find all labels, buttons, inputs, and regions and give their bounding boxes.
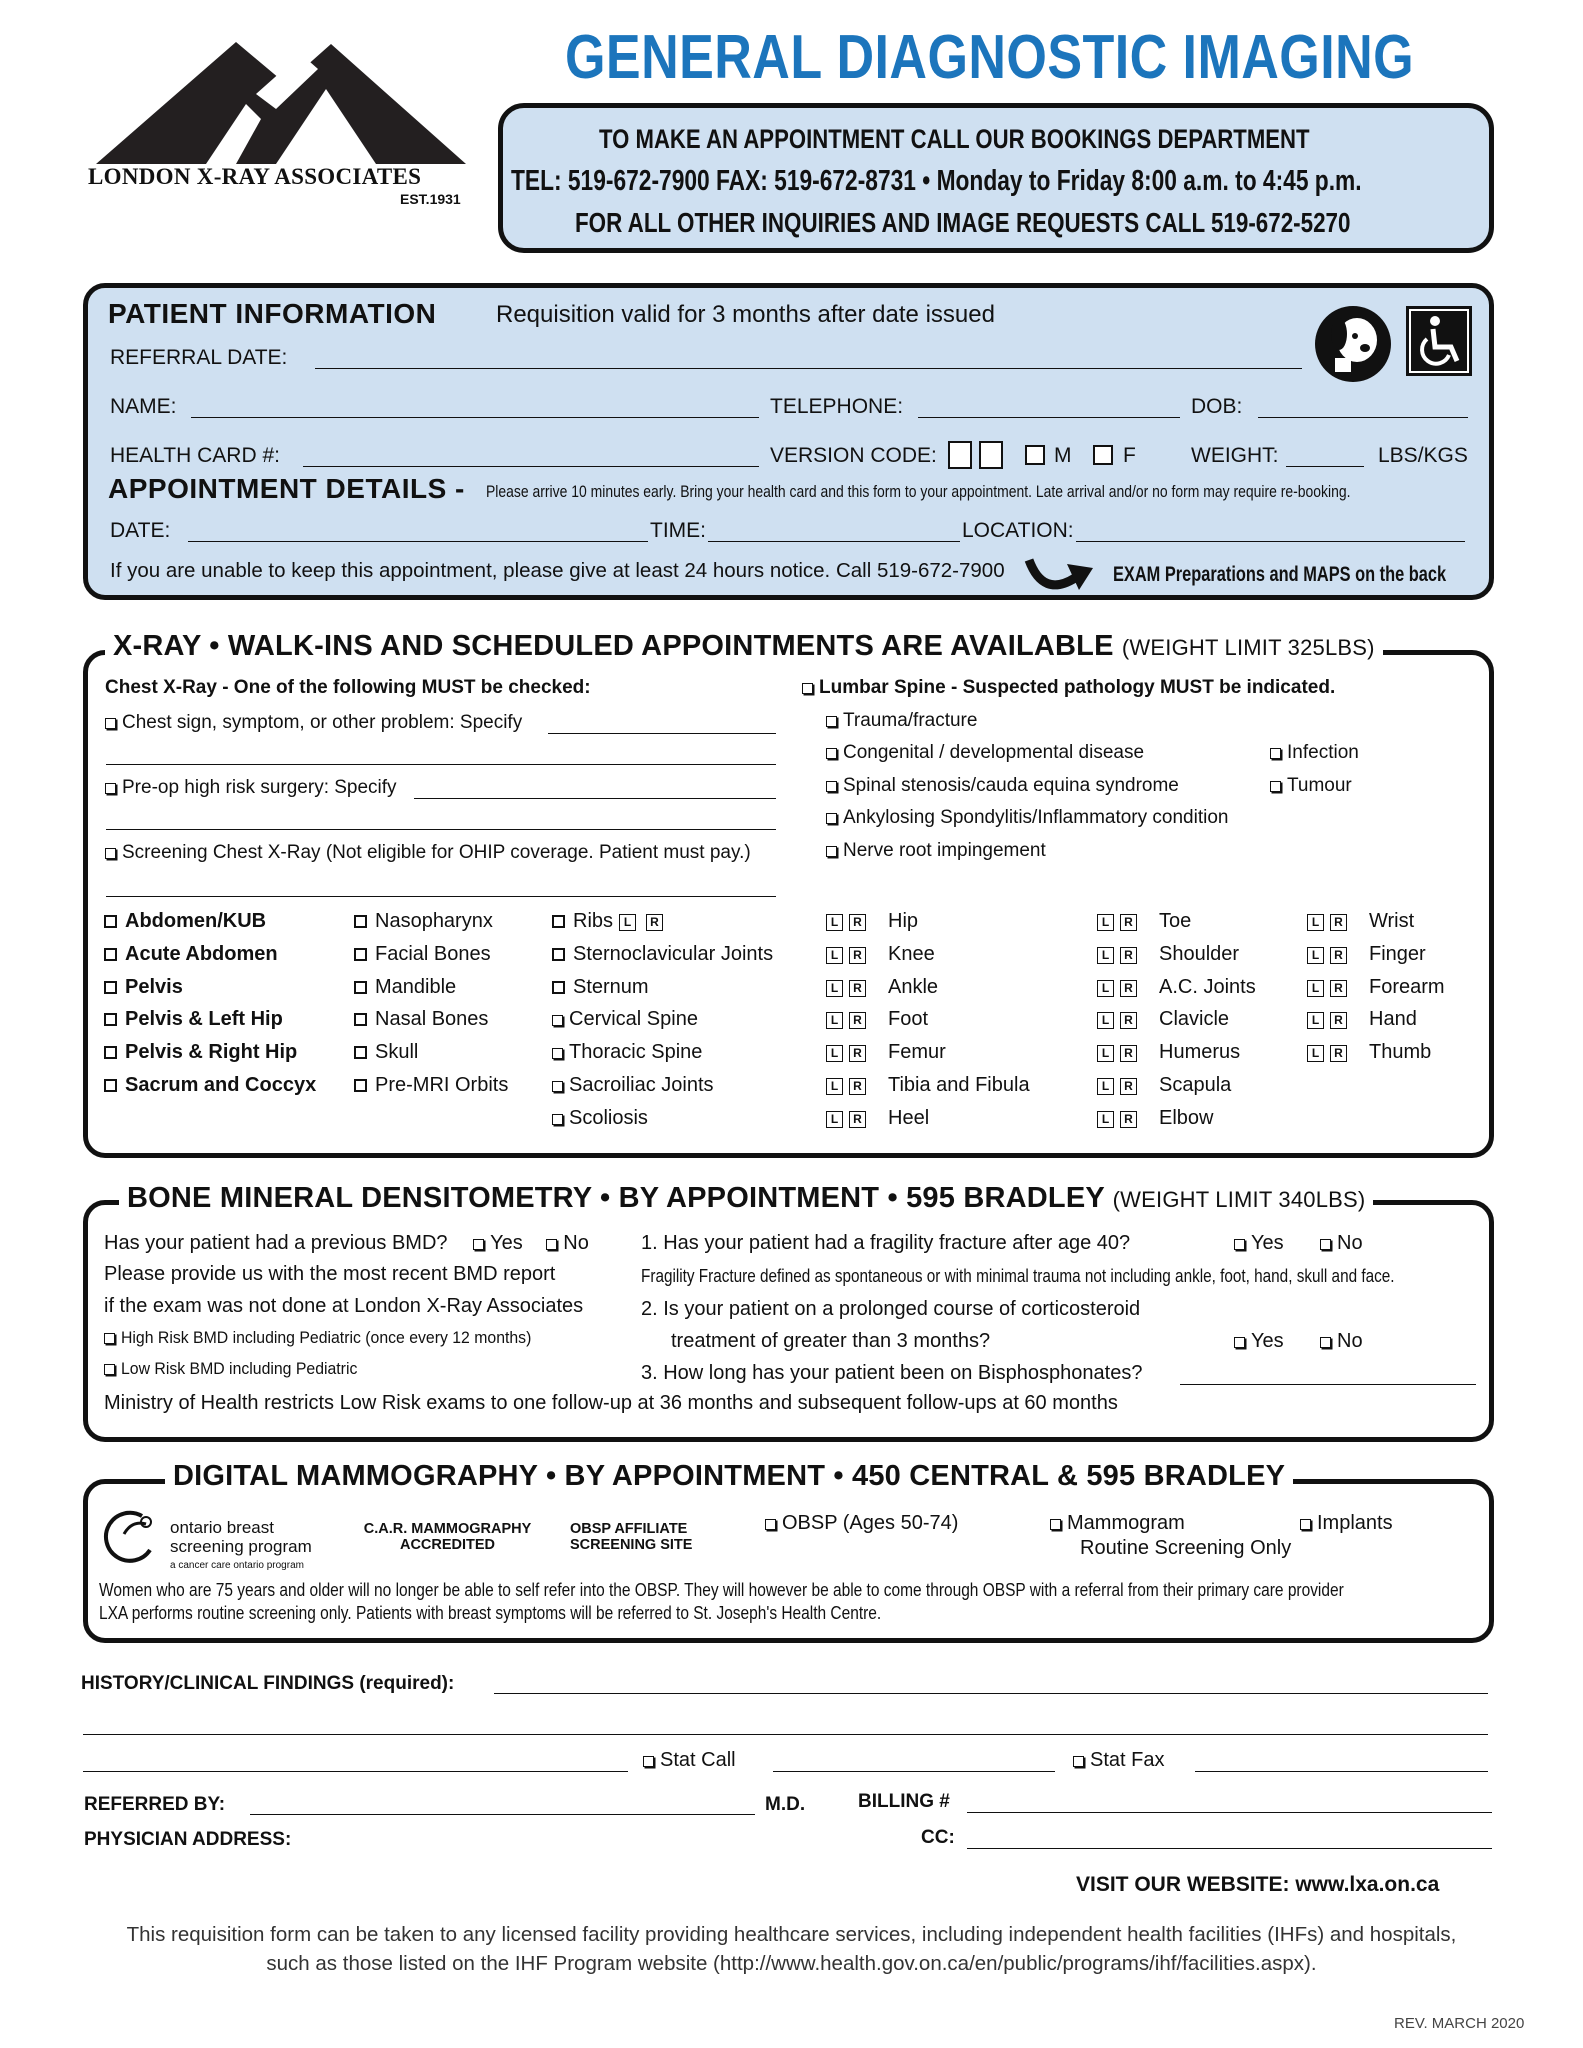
obsp-logo-icon (102, 1506, 162, 1566)
lumbar-option-ankylosing[interactable]: Ankylosing Spondylitis/Inflammatory condition (826, 807, 1228, 829)
chest-xray-heading: Chest X-Ray - One of the following MUST be checked: (105, 677, 591, 698)
cancellation-note: If you are unable to keep this appointment, please give at least 24 hours notice. Call 519-672-7900 (110, 559, 1005, 582)
exam-option-label: Shoulder (1159, 942, 1240, 965)
chest-symptom-specify-line-2[interactable] (106, 764, 776, 765)
exam-option[interactable] (1097, 976, 1256, 999)
left-side-checkbox[interactable]: L (1307, 1012, 1324, 1029)
mammography-note-1: Women who are 75 years and older will no longer be able to self refer into the OBSP. They will however be able to come through OBSP with a referral from their primary care provider (99, 1580, 1344, 1600)
screening-line[interactable] (106, 896, 776, 897)
org-established: EST.1931 (400, 191, 461, 207)
lumbar-option-tumour[interactable]: Tumour (1270, 775, 1352, 797)
appointment-note: Please arrive 10 minutes early. Bring your health card and this form to your appointment. Late arrival and/or no form may require re-booking. (486, 482, 1351, 501)
checkbox[interactable] (552, 915, 565, 928)
exam-option-label: Foot (888, 1008, 929, 1031)
stat-fax-option[interactable]: Stat Fax (1073, 1749, 1164, 1772)
booking-info-panel (498, 103, 1494, 253)
dob-field[interactable] (1258, 417, 1468, 418)
telephone-label: TELEPHONE: (770, 395, 904, 418)
exam-option[interactable] (552, 1041, 702, 1064)
checkbox[interactable] (473, 1239, 484, 1250)
checkbox[interactable] (104, 1079, 117, 1092)
checkbox[interactable] (354, 981, 367, 994)
billing-line[interactable] (967, 1812, 1492, 1813)
left-side-checkbox[interactable]: L (1097, 947, 1114, 964)
exam-option[interactable] (354, 1041, 418, 1064)
xray-heading: X-RAY • WALK-INS AND SCHEDULED APPOINTMENTS ARE AVAILABLE (113, 630, 1114, 662)
exam-option-label: Forearm (1369, 975, 1445, 998)
bmd-q2-no[interactable]: No (1320, 1330, 1363, 1353)
exam-option[interactable] (104, 1041, 297, 1064)
checkbox[interactable] (826, 846, 837, 857)
exam-option[interactable] (552, 910, 667, 933)
bmd-heading: BONE MINERAL DENSITOMETRY • BY APPOINTMENT • 595 BRADLEY (127, 1182, 1105, 1214)
right-side-checkbox[interactable]: R (1120, 914, 1137, 931)
page-title: GENERAL DIAGNOSTIC IMAGING (565, 23, 1415, 92)
exam-option-label: Finger (1369, 942, 1426, 965)
exam-option-label: Sacroiliac Joints (569, 1074, 714, 1096)
revision-date: REV. MARCH 2020 (1394, 2015, 1525, 2032)
xray-weight-limit: (WEIGHT LIMIT 325LBS) (1121, 635, 1375, 660)
health-card-label: HEALTH CARD #: (110, 444, 280, 467)
bmd-q2-yes[interactable]: Yes (1234, 1330, 1284, 1353)
inquiries-line: FOR ALL OTHER INQUIRIES AND IMAGE REQUESTS CALL 519-672-5270 (575, 207, 1351, 238)
health-card-field[interactable] (303, 466, 759, 467)
phone-fax-hours: TEL: 519-672-7900 FAX: 519-672-8731 • Monday to Friday 8:00 a.m. to 4:45 p.m. (511, 165, 1362, 197)
checkbox[interactable] (104, 1333, 115, 1344)
left-side-checkbox[interactable]: L (826, 947, 843, 964)
right-side-checkbox[interactable]: R (1330, 1012, 1347, 1029)
exam-option-label: Sacrum and Coccyx (125, 1074, 317, 1096)
version-code-label: VERSION CODE: (770, 444, 937, 467)
right-side-checkbox[interactable]: R (849, 1078, 866, 1095)
website-link[interactable]: VISIT OUR WEBSITE: www.lxa.on.ca (1076, 1873, 1440, 1896)
dob-label: DOB: (1191, 395, 1243, 418)
checkbox[interactable] (552, 1081, 563, 1092)
referred-by-label: REFERRED BY: (84, 1794, 226, 1815)
exam-option-label: Hip (888, 910, 919, 932)
car-accredited: C.A.R. MAMMOGRAPHY ACCREDITED (363, 1521, 532, 1553)
lumbar-option-infection[interactable]: Infection (1270, 742, 1359, 764)
bmd-q3-answer-line[interactable] (1180, 1384, 1476, 1385)
exam-option-label: Clavicle (1159, 1008, 1230, 1031)
obsp-logo-line-3: a cancer care ontario program (170, 1560, 304, 1571)
exam-option[interactable] (104, 910, 266, 933)
left-side-checkbox[interactable]: L (1097, 1111, 1114, 1128)
routine-screening-label: Routine Screening Only (1080, 1537, 1292, 1559)
exam-option-label: Cervical Spine (569, 1008, 698, 1031)
sex-m-checkbox[interactable] (1025, 445, 1045, 465)
bmd-q1-yes[interactable]: Yes (1234, 1232, 1284, 1255)
bmd-q1-no[interactable]: No (1320, 1232, 1363, 1255)
exam-option[interactable] (826, 910, 918, 933)
checkbox[interactable] (546, 1239, 557, 1250)
checkbox[interactable] (354, 948, 367, 961)
stat-fax-line[interactable] (1195, 1771, 1488, 1772)
exam-option[interactable] (552, 976, 649, 999)
checkbox[interactable] (552, 981, 565, 994)
physician-address-label: PHYSICIAN ADDRESS: (84, 1829, 292, 1850)
exam-option[interactable] (1097, 943, 1239, 966)
right-side-checkbox[interactable]: R (1330, 1045, 1347, 1062)
exam-prep-link[interactable]: EXAM Preparations and MAPS on the back (1113, 563, 1447, 586)
exam-option[interactable] (552, 943, 773, 966)
exam-option-label: Ribs (573, 910, 614, 932)
exam-option[interactable] (826, 1041, 946, 1064)
chest-option-symptom[interactable]: Chest sign, symptom, or other problem: Specify (105, 712, 522, 734)
exam-option[interactable] (826, 1107, 929, 1130)
mammography-heading: DIGITAL MAMMOGRAPHY • BY APPOINTMENT • 450 CENTRAL & 595 BRADLEY (165, 1460, 1293, 1493)
stat-call-option[interactable]: Stat Call (643, 1749, 736, 1772)
name-label: NAME: (110, 395, 177, 418)
bmd-high-risk-option[interactable]: High Risk BMD including Pediatric (once every 12 months) (104, 1328, 562, 1348)
sex-f-label: F (1123, 444, 1136, 467)
exam-option-label: Femur (888, 1041, 946, 1064)
bmd-q2a: 2. Is your patient on a prolonged course of corticosteroid (641, 1298, 1141, 1320)
bmd-q2b: treatment of greater than 3 months? (671, 1330, 991, 1352)
right-side-checkbox[interactable]: R (849, 947, 866, 964)
checkbox[interactable] (104, 1013, 117, 1026)
bmd-q1: 1. Has your patient had a fragility fracture after age 40? (641, 1232, 1131, 1254)
referral-date-label: REFERRAL DATE: (110, 346, 288, 369)
checkbox[interactable] (1234, 1337, 1245, 1348)
left-side-checkbox[interactable]: L (826, 1078, 843, 1095)
lumbar-heading: Lumbar Spine - Suspected pathology MUST be indicated. (819, 677, 1336, 698)
version-code-box-2[interactable] (979, 441, 1003, 469)
exam-option-label: Wrist (1369, 910, 1415, 932)
history-line-3[interactable] (83, 1771, 628, 1772)
checkbox[interactable] (354, 1079, 367, 1092)
exam-option[interactable] (104, 1074, 316, 1097)
obsp-logo-line-2: screening program (170, 1537, 312, 1556)
weight-field[interactable] (1286, 466, 1364, 467)
checkbox[interactable] (1234, 1239, 1245, 1250)
history-line-1[interactable] (494, 1693, 1488, 1694)
checkbox[interactable] (802, 683, 813, 694)
exam-option-label: Acute Abdomen (125, 942, 278, 965)
exam-option-label: Pelvis (125, 975, 183, 998)
left-side-checkbox[interactable]: L (1097, 914, 1114, 931)
right-side-checkbox[interactable]: R (1120, 1045, 1137, 1062)
exam-option[interactable] (1307, 910, 1414, 933)
bmd-previous-no[interactable]: No (546, 1232, 589, 1254)
left-side-checkbox[interactable]: L (1307, 1045, 1324, 1062)
exam-option[interactable] (1097, 1074, 1231, 1097)
checkbox[interactable] (1270, 781, 1281, 792)
left-side-checkbox[interactable]: L (826, 914, 843, 931)
exam-option[interactable] (826, 976, 938, 999)
cc-line[interactable] (967, 1848, 1492, 1849)
right-side-checkbox[interactable]: R (849, 1012, 866, 1029)
exam-option-label: Sternoclavicular Joints (573, 942, 774, 965)
exam-option[interactable] (1097, 1008, 1229, 1031)
bmd-weight-limit: (WEIGHT LIMIT 340LBS) (1112, 1187, 1366, 1212)
exam-option-label: Facial Bones (375, 942, 491, 965)
booking-department: BOOKINGS DEPARTMENT (1030, 124, 1310, 154)
exam-option[interactable] (1097, 1107, 1213, 1130)
bmd-heading-wrap (119, 1182, 1373, 1215)
bmd-q1-definition: Fragility Fracture defined as spontaneous or with minimal trauma not including ankle, foot, hand, skull and face. (641, 1266, 1395, 1286)
right-side-checkbox[interactable]: R (1120, 1078, 1137, 1095)
appointment-date-label: DATE: (110, 519, 171, 542)
chest-option-preop[interactable]: Pre-op high risk surgery: Specify (105, 777, 397, 799)
exam-option-label: Knee (888, 942, 935, 965)
history-label: HISTORY/CLINICAL FINDINGS (required): (81, 1673, 455, 1694)
preop-specify-line-2[interactable] (106, 829, 776, 830)
exam-option-label: Thoracic Spine (569, 1041, 703, 1064)
exam-option[interactable] (552, 1074, 714, 1097)
exam-option-label: Ankle (888, 975, 939, 998)
booking-line (599, 124, 1310, 155)
curved-arrow-icon (1023, 550, 1101, 600)
exam-option-label: Nasopharynx (375, 910, 493, 932)
checkbox[interactable] (104, 915, 117, 928)
right-side-checkbox[interactable]: R (849, 980, 866, 997)
exam-option[interactable] (1307, 1008, 1417, 1031)
billing-label: BILLING # (858, 1791, 950, 1812)
exam-option-label: Scapula (1159, 1074, 1232, 1096)
lumbar-option-trauma[interactable]: Trauma/fracture (826, 710, 977, 732)
checkbox[interactable] (826, 716, 837, 727)
history-line-2[interactable] (83, 1734, 1488, 1735)
exam-option[interactable] (1097, 1041, 1240, 1064)
org-name: LONDON X-RAY ASSOCIATES (88, 164, 422, 189)
obsp-logo-line-1: ontario breast (170, 1518, 274, 1537)
bmd-low-risk-option[interactable]: Low Risk BMD including Pediatric (104, 1359, 375, 1379)
exam-option[interactable] (826, 1008, 928, 1031)
exam-option-label: Pre-MRI Orbits (375, 1074, 509, 1096)
exam-option[interactable] (1307, 1041, 1431, 1064)
checkbox[interactable] (354, 1046, 367, 1059)
exam-option[interactable] (1097, 910, 1191, 933)
exam-option-label: Skull (375, 1041, 419, 1064)
service-dog-icon (1313, 304, 1393, 384)
exam-option-label: Hand (1369, 1008, 1417, 1031)
checkbox[interactable] (552, 1048, 563, 1059)
checkbox[interactable] (105, 783, 116, 794)
exam-option-label: Humerus (1159, 1041, 1241, 1064)
checkbox[interactable] (552, 1015, 563, 1026)
telephone-field[interactable] (918, 417, 1180, 418)
ribs-left-checkbox[interactable]: L (619, 914, 636, 931)
ribs-right-checkbox[interactable]: R (646, 914, 663, 931)
requisition-validity: Requisition valid for 3 months after date issued (496, 301, 995, 328)
checkbox[interactable] (104, 1364, 115, 1375)
exam-option[interactable] (552, 1008, 698, 1031)
checkbox[interactable] (354, 1013, 367, 1026)
bmd-previous-yes[interactable]: Yes (473, 1232, 523, 1254)
exam-option[interactable] (552, 1107, 648, 1130)
appointment-time-label: TIME: (650, 519, 706, 542)
booking-prefix: TO MAKE AN APPOINTMENT CALL OUR (599, 124, 1025, 154)
exam-option[interactable] (1307, 976, 1445, 999)
exam-option[interactable] (354, 943, 491, 966)
right-side-checkbox[interactable]: R (1120, 980, 1137, 997)
exam-option-label: Elbow (1159, 1106, 1214, 1129)
sex-f-checkbox[interactable] (1093, 445, 1113, 465)
checkbox[interactable] (1270, 748, 1281, 759)
mammography-note-2: LXA performs routine screening only. Patients with breast symptoms will be referred to St. Joseph's Health Centre. (99, 1603, 882, 1623)
checkbox[interactable] (104, 948, 117, 961)
exam-option[interactable] (104, 976, 183, 999)
left-side-checkbox[interactable]: L (1307, 914, 1324, 931)
checkbox[interactable] (643, 1756, 654, 1767)
exam-option[interactable] (354, 1008, 488, 1031)
checkbox[interactable] (1050, 1519, 1061, 1530)
lumbar-option-nerve[interactable]: Nerve root impingement (826, 840, 1046, 862)
appointment-location-label: LOCATION: (962, 519, 1074, 542)
left-side-checkbox[interactable]: L (826, 1045, 843, 1062)
bmd-q3: 3. How long has your patient been on Bisphosphonates? (641, 1362, 1143, 1384)
bmd-ministry-note: Ministry of Health restricts Low Risk exams to one follow-up at 36 months and subsequent follow-ups at 60 months (104, 1392, 1118, 1414)
patient-info-heading: PATIENT INFORMATION (108, 298, 437, 329)
checkbox[interactable] (105, 848, 116, 859)
checkbox[interactable] (104, 1046, 117, 1059)
exam-option-label: Sternum (573, 975, 649, 998)
chest-option-screening[interactable]: Screening Chest X-Ray (Not eligible for OHIP coverage. Patient must pay.) (105, 842, 751, 864)
exam-option-label: Mandible (375, 975, 457, 998)
right-side-checkbox[interactable]: R (849, 1111, 866, 1128)
right-side-checkbox[interactable]: R (1330, 980, 1347, 997)
checkbox[interactable] (765, 1519, 776, 1530)
lumbar-heading-row[interactable] (802, 677, 1335, 699)
xray-heading-wrap (105, 630, 1383, 663)
exam-option-label: Heel (888, 1106, 930, 1129)
exam-option[interactable] (826, 1074, 1030, 1097)
checkbox[interactable] (1320, 1337, 1331, 1348)
exam-option-label: Nasal Bones (375, 1008, 489, 1031)
obsp-affiliate: OBSP AFFILIATE SCREENING SITE (570, 1521, 693, 1553)
preop-specify-line[interactable] (414, 798, 776, 799)
chest-symptom-specify-line[interactable] (548, 733, 776, 734)
exam-option[interactable] (826, 943, 935, 966)
checkbox[interactable] (1320, 1239, 1331, 1250)
exam-option[interactable] (104, 1008, 283, 1031)
left-side-checkbox[interactable]: L (1307, 980, 1324, 997)
exam-option-label: Pelvis & Right Hip (125, 1041, 298, 1064)
checkbox[interactable] (826, 813, 837, 824)
weight-label: WEIGHT: (1191, 444, 1279, 467)
checkbox[interactable] (354, 915, 367, 928)
lumbar-option-stenosis[interactable]: Spinal stenosis/cauda equina syndrome (826, 775, 1179, 797)
right-side-checkbox[interactable]: R (1330, 914, 1347, 931)
obsp-ages-option[interactable]: OBSP (Ages 50-74) (765, 1512, 958, 1535)
referral-date-field[interactable] (315, 368, 1302, 369)
exam-option-label: Tibia and Fibula (888, 1074, 1030, 1096)
exam-option[interactable] (354, 910, 493, 933)
right-side-checkbox[interactable]: R (1120, 947, 1137, 964)
checkbox[interactable] (552, 1114, 563, 1125)
exam-option[interactable] (104, 943, 278, 966)
exam-option-label: A.C. Joints (1159, 975, 1256, 998)
checkbox[interactable] (1300, 1519, 1311, 1530)
bmd-provide-2: if the exam was not done at London X-Ray Associates (104, 1295, 584, 1317)
referred-by-line[interactable] (250, 1814, 755, 1815)
bmd-provide-1: Please provide us with the most recent BMD report (104, 1263, 556, 1285)
checkbox[interactable] (826, 781, 837, 792)
sex-m-label: M (1054, 444, 1072, 467)
disclaimer-line-2: such as those listed on the IHF Program website (http://www.health.gov.on.ca/en/public/programs/ihf/facilities.aspx). (266, 1952, 1317, 1975)
exam-option-label: Scoliosis (569, 1106, 648, 1129)
name-field[interactable] (191, 417, 759, 418)
appointment-date-time-location-line[interactable] (188, 541, 1465, 542)
left-side-checkbox[interactable]: L (826, 980, 843, 997)
left-side-checkbox[interactable]: L (826, 1012, 843, 1029)
bmd-previous-row: Has your patient had a previous BMD? Yes No (104, 1232, 589, 1254)
disclaimer-line-1: This requisition form can be taken to any licensed facility providing healthcare services, including independent health facilities (IHFs) and hospitals, (126, 1923, 1457, 1946)
left-side-checkbox[interactable]: L (1097, 1078, 1114, 1095)
checkbox[interactable] (105, 718, 116, 729)
right-side-checkbox[interactable]: R (1120, 1012, 1137, 1029)
appointment-heading: APPOINTMENT DETAILS - (108, 473, 465, 504)
left-side-checkbox[interactable]: L (826, 1111, 843, 1128)
right-side-checkbox[interactable]: R (1330, 947, 1347, 964)
checkbox[interactable] (104, 981, 117, 994)
lumbar-option-congenital[interactable]: Congenital / developmental disease (826, 742, 1144, 764)
wheelchair-icon (1406, 306, 1472, 376)
left-side-checkbox[interactable]: L (1307, 947, 1324, 964)
right-side-checkbox[interactable]: R (849, 914, 866, 931)
patient-info-panel (83, 283, 1494, 600)
cc-label: CC: (921, 1827, 955, 1848)
stat-call-line[interactable] (773, 1771, 1055, 1772)
implants-option[interactable]: Implants (1300, 1512, 1393, 1535)
right-side-checkbox[interactable]: R (849, 1045, 866, 1062)
exam-option-label: Pelvis & Left Hip (125, 1008, 283, 1031)
mammogram-routine-option[interactable]: Mammogram (1050, 1512, 1185, 1535)
exam-option-label: Thumb (1369, 1041, 1432, 1064)
left-side-checkbox[interactable]: L (1097, 980, 1114, 997)
version-code-box-1[interactable] (948, 441, 972, 469)
checkbox[interactable] (1073, 1756, 1084, 1767)
exam-option-label: Toe (1159, 910, 1192, 932)
weight-unit: LBS/KGS (1378, 444, 1468, 467)
exam-option-label: Abdomen/KUB (125, 910, 267, 932)
exam-option[interactable] (354, 1074, 508, 1097)
right-side-checkbox[interactable]: R (1120, 1111, 1137, 1128)
left-side-checkbox[interactable]: L (1097, 1045, 1114, 1062)
checkbox[interactable] (552, 948, 565, 961)
exam-option[interactable] (1307, 943, 1426, 966)
exam-option[interactable] (354, 976, 456, 999)
left-side-checkbox[interactable]: L (1097, 1012, 1114, 1029)
checkbox[interactable] (826, 748, 837, 759)
md-label: M.D. (765, 1794, 806, 1815)
